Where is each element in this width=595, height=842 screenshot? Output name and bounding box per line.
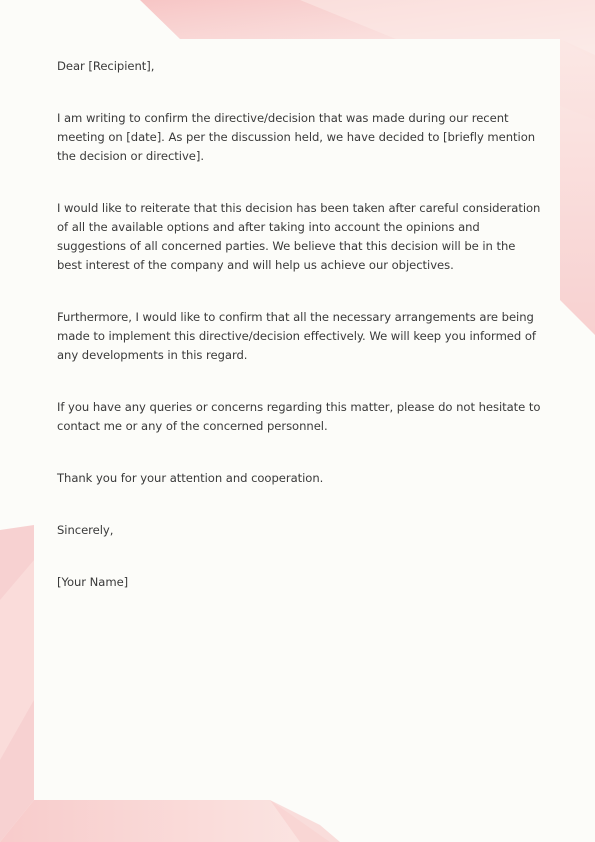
paragraph-2: I would like to reiterate that this decision has been taken after careful consideration of all the available options and after taking into account the opinions and suggestions of all concerned parties. We believe that this decision will be in the best interest of the company and will help us achieve our objectives. bbox=[57, 201, 541, 272]
paragraph-3: Furthermore, I would like to confirm that all the necessary arrangements are being made to implement this directive/decision effectively. We will keep you informed of any developments in this regard. bbox=[57, 310, 536, 362]
right-shape bbox=[560, 39, 595, 335]
salutation: Dear [Recipient], bbox=[57, 59, 155, 73]
paragraph-1: I am writing to confirm the directive/decision that was made during our recent meeting on [date]. As per the discussion held, we have decided to [briefly mention the decision or directive]. bbox=[57, 111, 536, 163]
signature: [Your Name] bbox=[57, 575, 129, 589]
paragraph-5: Thank you for your attention and cooperation. bbox=[57, 471, 324, 485]
closing: Sincerely, bbox=[57, 523, 114, 537]
letter-body bbox=[57, 57, 543, 625]
paragraph-4: If you have any queries or concerns regarding this matter, please do not hesitate to contact me or any of the concerned personnel. bbox=[57, 400, 541, 433]
